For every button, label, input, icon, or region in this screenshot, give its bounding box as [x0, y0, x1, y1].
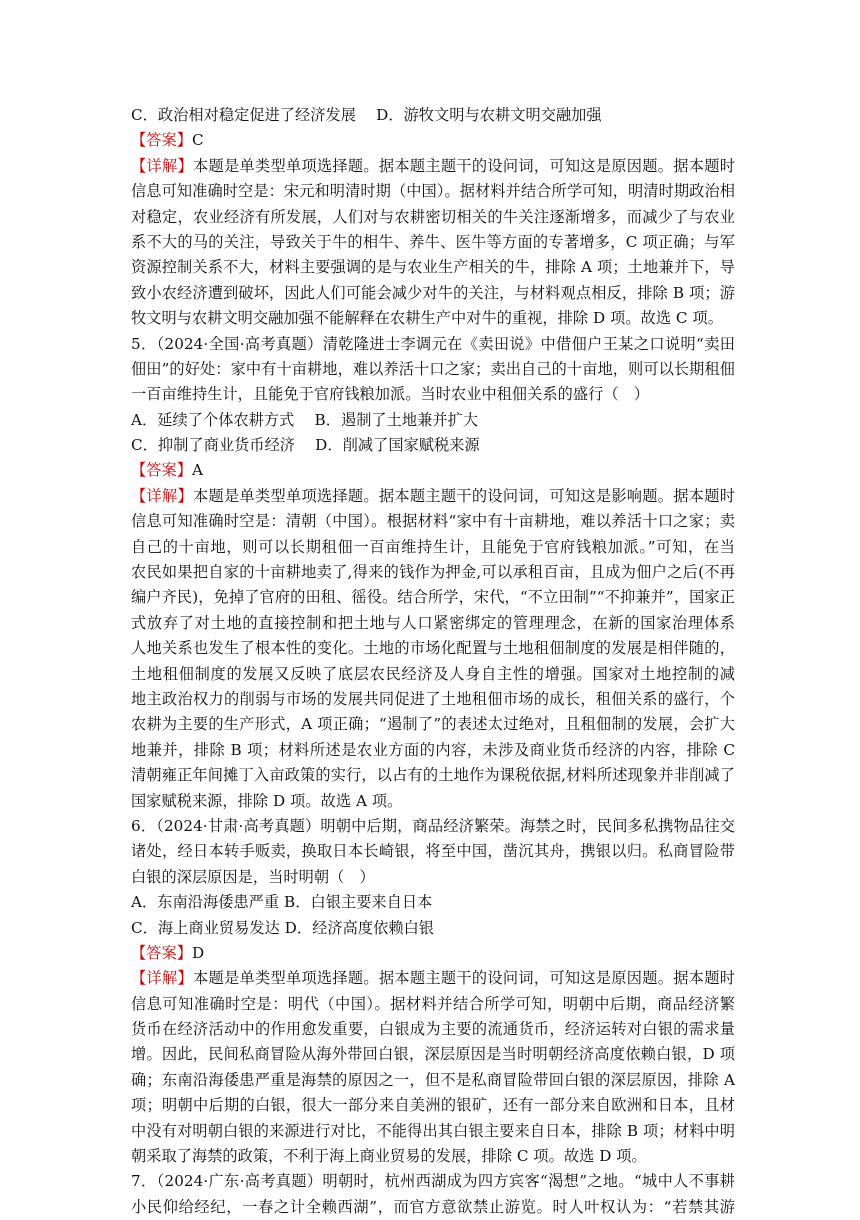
text-line — [131, 1068, 735, 1093]
text-line — [131, 1119, 735, 1144]
explanation-tag: 【详解】 — [131, 156, 193, 175]
line-text: 货币在经济活动中的作用愈发重要，白银成为主要的流通货币，经济运转对白银的需求量 — [131, 1020, 735, 1039]
line-text: 对稳定，农业经济有所发展，人们对与农耕密切相关的牛关注逐渐增多，而减少了与农业 — [131, 207, 735, 226]
text-line — [131, 611, 735, 636]
text-line — [131, 763, 735, 788]
line-text: 朝采取了海禁的政策，不利于海上商业贸易的发展，排除 C 项。故选 D 项。 — [131, 1147, 647, 1166]
line-text: 资源控制关系不大，材料主要强调的是与农业生产相关的牛，排除 A 项；土地兼并下，导 — [131, 258, 735, 277]
answer-line — [131, 458, 735, 483]
line-text: 地兼并，排除 B 项；材料所述是农业方面的内容，未涉及商业货币经济的内容，排除 C — [131, 740, 735, 759]
line-text: 农民如果把自家的十亩耕地卖了,得来的钱作为押金,可以承租百亩，且成为佃户之后(不再 — [131, 563, 735, 582]
explanation-tag: 【详解】 — [131, 486, 193, 505]
question-line — [131, 332, 735, 357]
text-line — [131, 179, 735, 204]
line-text: 佃田”的好处：家中有十亩耕地，难以养活十口之家；卖出自己的十亩地，则可以长期租佃 — [131, 359, 735, 378]
line-text: C．抑制了商业货币经济 D．削减了国家赋税来源 — [131, 436, 480, 455]
line-text: 一百亩维持生计，且能免于官府钱粮加派。当时农业中租佃关系的盛行（ ） — [131, 385, 650, 404]
text-line — [131, 585, 735, 610]
line-text: C．政治相对稳定促进了经济发展 D．游牧文明与农耕文明交融加强 — [131, 106, 602, 124]
explanation-line — [131, 154, 735, 179]
explanation-line — [131, 484, 735, 509]
text-line — [131, 281, 735, 306]
line-text: A．东南沿海倭患严重 B．白银主要来自日本 — [131, 893, 433, 912]
line-text: 编户齐民)，免掉了官府的田租、徭役。结合所学，宋代，“不立田制”“不抑兼并”，国家正 — [131, 588, 735, 607]
text-line — [131, 712, 735, 737]
line-text: 地主政治权力的削弱与市场的发展共同促进了土地租佃市场的成长，租佃关系的盛行，个 — [131, 689, 735, 708]
line-text: 系不大的马的关注，导致关于牛的相牛、养牛、医牛等方面的专著增多，C 项正确；与军 — [131, 232, 735, 251]
answer-tag: 【答案】 — [131, 943, 192, 962]
text-line — [131, 636, 735, 661]
line-text: 致小农经济遭到破坏，因此人们可能会减少对牛的关注，与材料观点相反，排除 B 项；游 — [131, 283, 735, 302]
option-line — [131, 433, 735, 458]
line-text: 项；明朝中后期的白银，很大一部分来自美洲的银矿，还有一部分来自欧洲和日本，且材 — [131, 1096, 735, 1115]
text-line — [131, 865, 735, 890]
text-line — [131, 509, 735, 534]
line-text: 7．（2024·广东·高考真题）明朝时，杭州西湖成为四方宾客“渴想”之地。“城中人不事耕 — [131, 1172, 735, 1191]
answer-line — [131, 128, 735, 153]
text-line — [131, 1017, 735, 1042]
line-text: 人地关系也发生了根本性的变化。土地的市场化配置与土地租佃制度的发展是相伴随的， — [131, 639, 735, 658]
document-body — [131, 103, 735, 1220]
line-text: 本题是单类型单项选择题。据本题主题干的设问词，可知这是原因题。据本题时 — [192, 969, 735, 988]
question-line — [131, 814, 735, 839]
text-line — [131, 1042, 735, 1067]
text-line — [131, 992, 735, 1017]
text-line — [131, 357, 735, 382]
line-text: 清朝雍正年间摊丁入亩政策的实行，以占有的土地作为课税依据,材料所述现象并非削减了 — [131, 766, 735, 785]
line-text: 白银的深层原因是，当时明朝（ ） — [131, 867, 375, 886]
line-text: 本题是单类型单项选择题。据本题主题干的设问词，可知这是影响题。据本题时 — [192, 486, 735, 505]
line-text: C — [191, 131, 204, 150]
question-line — [131, 1169, 735, 1194]
line-text: 诸处，经日本转手贩卖，换取日本长崎银，将至中国，凿沉其舟，携银以归。私商冒险带 — [131, 842, 735, 861]
line-text: 中没有对明朝白银的来源进行对比，不能得出其白银主要来自日本，排除 B 项；材料中明 — [131, 1121, 735, 1140]
text-line — [131, 1144, 735, 1169]
line-text: 国家赋税来源，排除 D 项。故选 A 项。 — [131, 791, 403, 810]
text-line — [131, 1093, 735, 1118]
line-text: 土地租佃制度的发展又反映了底层农民经济及人身自主性的增强。国家对土地控制的减 — [131, 664, 735, 683]
text-line — [131, 560, 735, 585]
line-text: C．海上商业贸易发达 D．经济高度依赖白银 — [131, 918, 435, 937]
text-line — [131, 230, 735, 255]
option-line — [131, 408, 735, 433]
text-line — [131, 382, 735, 407]
line-text: 确；东南沿海倭患严重是海禁的原因之一，但不是私商冒险带回白银的深层原因，排除 A — [131, 1070, 735, 1089]
answer-tag: 【答案】 — [131, 131, 192, 150]
text-line — [131, 789, 735, 814]
line-text: 农耕为主要的生产形式，A 项正确；“遏制了”的表述太过绝对，且租佃制的发展，会扩大 — [131, 715, 735, 734]
answer-line — [131, 941, 735, 966]
text-line — [131, 306, 735, 331]
answer-tag: 【答案】 — [131, 461, 192, 480]
line-text: A — [191, 461, 203, 480]
text-line — [131, 687, 735, 712]
text-line — [131, 255, 735, 280]
explanation-tag: 【详解】 — [131, 969, 193, 988]
option-line — [131, 103, 735, 128]
line-text: 小民仰给经纪，一春之计全赖西湖”，而官方意欲禁止游览。时人叶权认为：“若禁其游 — [131, 1197, 735, 1216]
line-text: A．延续了个体农耕方式 B．遏制了土地兼并扩大 — [131, 410, 479, 429]
line-text: 式放弃了对土地的直接控制和把土地与人口紧密绑定的管理理念，在新的国家治理体系 — [131, 613, 735, 632]
line-text: 信息可知准确时空是：明代（中国）。据材料并结合所学可知，明朝中后期，商品经济繁 — [131, 994, 735, 1013]
line-text: 信息可知准确时空是：清朝（中国）。根据材料“家中有十亩耕地，难以养活十口之家；卖 — [131, 512, 735, 531]
line-text: D — [191, 943, 205, 962]
option-line — [131, 890, 735, 915]
line-text: 自己的十亩地，则可以长期租佃一百亩维持生计，且能免于官府钱粮加派。”可知，在当 — [131, 537, 735, 556]
text-line — [131, 1195, 735, 1220]
text-line — [131, 839, 735, 864]
line-text: 5．（2024·全国·高考真题）清乾隆进士李调元在《卖田说》中借佃户王某之口说明“卖田 — [131, 334, 735, 353]
explanation-line — [131, 966, 735, 991]
option-line — [131, 916, 735, 941]
line-text: 6．（2024·甘肃·高考真题）明朝中后期，商品经济繁荣。海禁之时，民间多私携物品往交 — [131, 816, 735, 835]
text-line — [131, 535, 735, 560]
text-line — [131, 205, 735, 230]
line-text: 本题是单类型单项选择题。据本题主题干的设问词，可知这是原因题。据本题时 — [192, 156, 735, 175]
line-text: 牧文明与农耕文明交融加强不能解释在农耕生产中对牛的重视，排除 D 项。故选 C 项。 — [131, 309, 723, 328]
line-text: 增。因此，民间私商冒险从海外带回白银，深层原因是当时明朝经济高度依赖白银，D 项 — [131, 1045, 735, 1064]
line-text: 信息可知准确时空是：宋元和明清时期（中国）。据材料并结合所学可知，明清时期政治相 — [131, 182, 735, 201]
text-line — [131, 738, 735, 763]
text-line — [131, 662, 735, 687]
